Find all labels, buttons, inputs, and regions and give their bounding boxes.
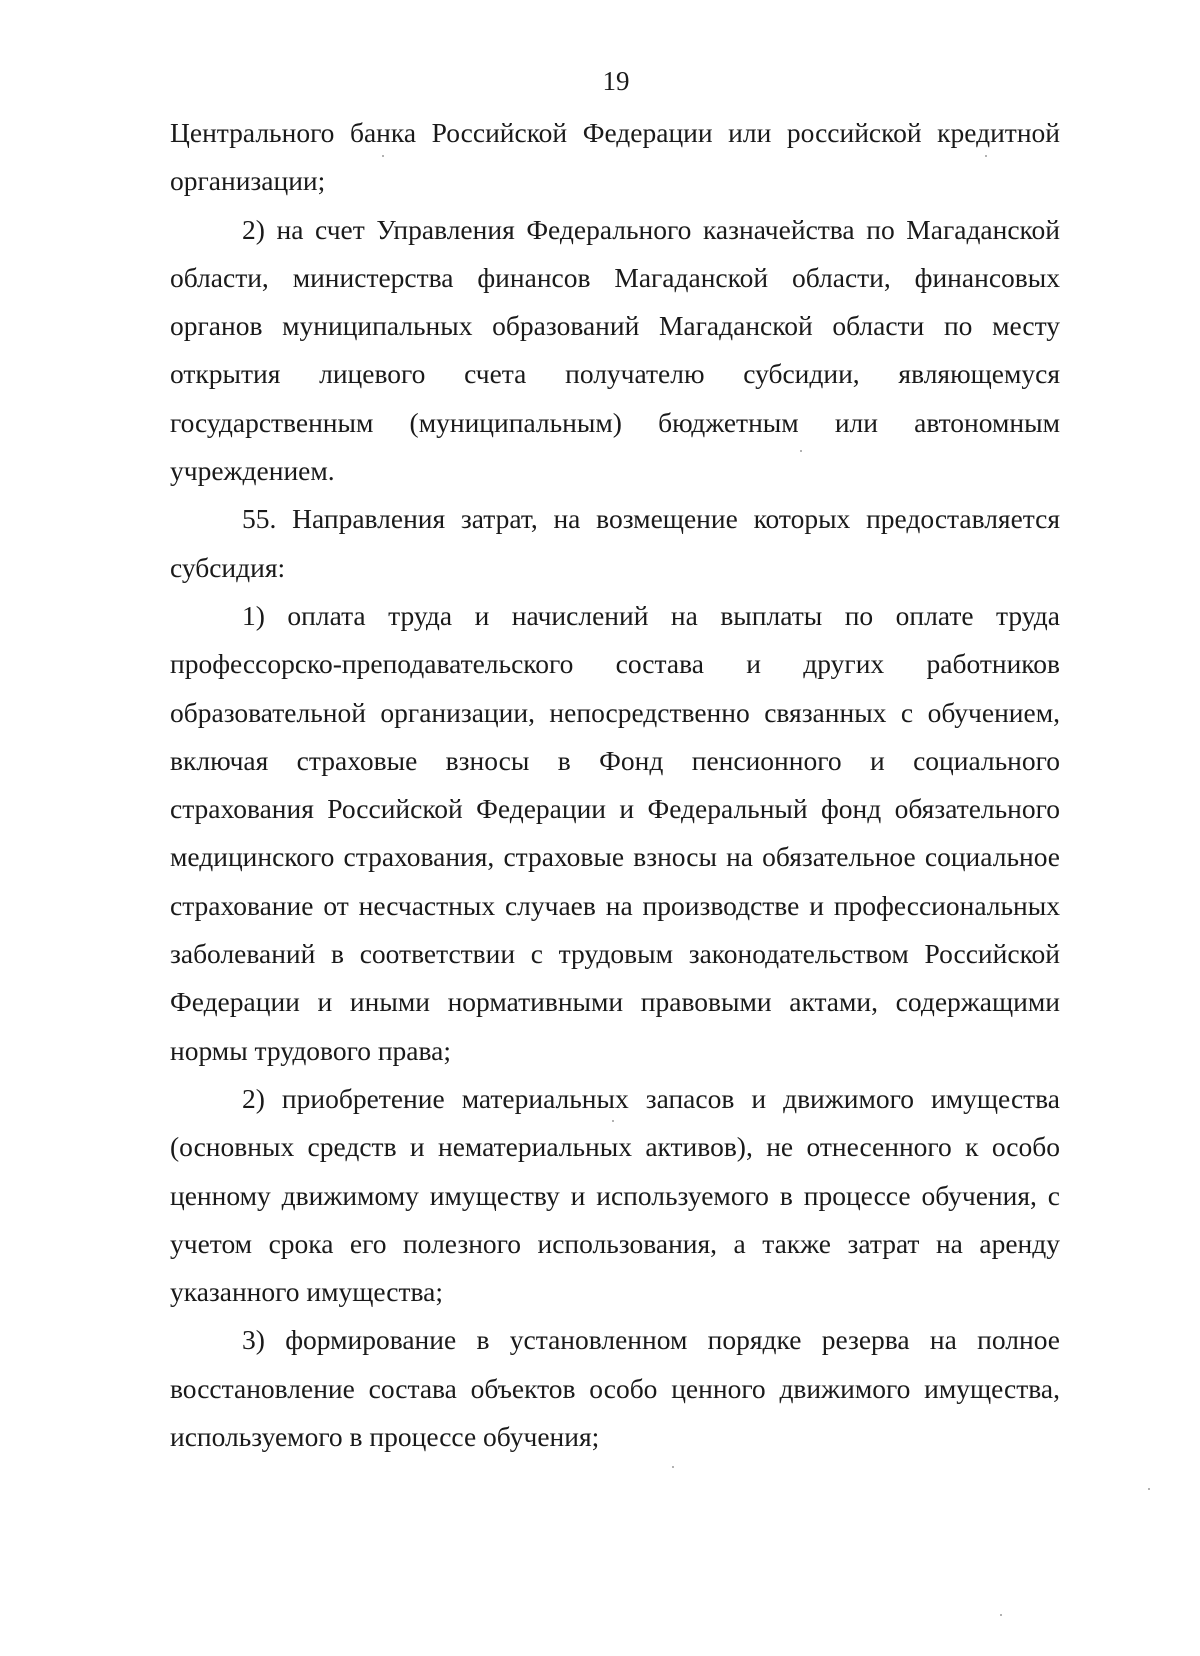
scan-speck bbox=[985, 155, 987, 157]
scan-speck bbox=[612, 1120, 614, 1122]
paragraph-item-3-reserve: 3) формирование в установленном порядке резерва на полное восстановление состава объектов особо ценного движимого имущества, используемого в процессе обучения; bbox=[170, 1324, 1060, 1453]
document-body bbox=[170, 109, 1060, 1461]
paragraph-item-2-materials: 2) приобретение материальных запасов и движимого имущества (основных средств и нематериальных активов), не отнесенного к особо ценному движимому имуществу и используемого в процессе обучения, с учетом срока его полезного использования, а также затрат на аренду указанного имущества; bbox=[170, 1082, 1060, 1308]
page-number: 19 bbox=[602, 66, 630, 96]
paragraph-item-2-account: 2) на счет Управления Федерального казначейства по Магаданской области, министерства финансов Магаданской области, финансовых органов муниципальных образований Магаданской области по месту открытия лицевого счета получателю субсидии, являющемуся государственным (муниципальным) бюджетным или автономным учреждением. bbox=[170, 213, 1060, 487]
scan-speck bbox=[800, 450, 802, 452]
scan-speck bbox=[382, 155, 384, 157]
paragraph-continuation: Центрального банка Российской Федерации или российской кредитной организации; bbox=[170, 117, 1060, 197]
scan-speck bbox=[1148, 1488, 1150, 1490]
paragraph-clause-55: 55. Направления затрат, на возмещение которых предоставляется субсидия: bbox=[170, 503, 1060, 583]
scan-speck bbox=[1000, 1614, 1002, 1616]
paragraph-item-1-labor: 1) оплата труда и начислений на выплаты по оплате труда профессорско-преподавательского состава и других работников образовательной организации, непосредственно связанных с обучением, включая страховые взносы в Фонд пенсионного и социального страхования Российской Федерации и Федеральный фонд обязательного медицинского страхования, страховые взносы на обязательное социальное страхование от несчастных случаев на производстве и профессиональных заболеваний в соответствии с трудовым законодательством Российской Федерации и иными нормативными правовыми актами, содержащими нормы трудового права; bbox=[170, 599, 1060, 1066]
scan-speck bbox=[672, 1466, 674, 1468]
